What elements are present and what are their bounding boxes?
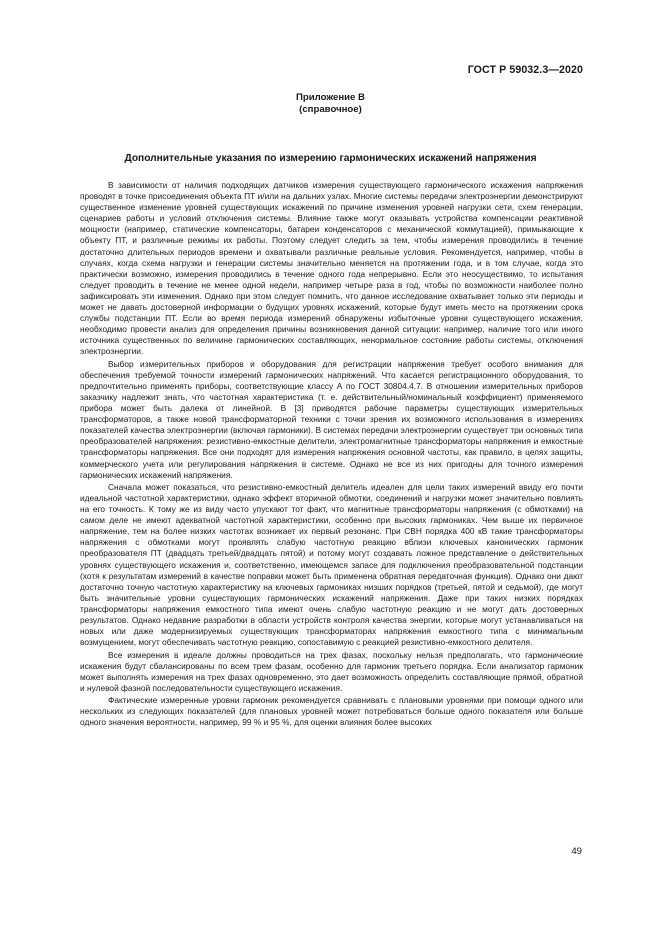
appendix-label: Приложение В [296, 92, 365, 103]
paragraph: Выбор измерительных приборов и оборудования для регистрации напряжения требует особого внимания для обеспечения требуемой точности измерений гармонических напряжений. Что касается регистрационного оборудования, то предпочтительно применять приборы, соответствующие классу А по ГОСТ 30804.4.7. В отношении измерительных приборов заказчику надлежит знать, что частотная характеристика (т. е. действительный/номинальный коэффициент) применяемого прибора может быть далека от линейной. В [3] приводятся рабочие параметры существующих измерительных трансформаторов, а также новой трансформаторной техники с точки зрения их возможного использования в измерениях показателей качества электроэнергии (включая гармоники). В системах передачи электроэнергии существует три основных типа преобразователей напряжения: резистивно-емкостные делители, электромагнитные трансформаторы напряжения и емкостные трансформаторы напряжения. Все они подходят для измерения напряжения основной частоты, как правило, в целях защиты, коммерческого учета или регулирования напряжения в системе. Однако не все из них пригодны для точного измерения гармонических искажений напряжения. [80, 358, 583, 480]
paragraph: Сначала может показаться, что резистивно-емкостный делитель идеален для цели таких измерений ввиду его почти идеальной частотной характеристики, однако эффект вторичной обмотки, соединений и нагрузки может значительно повлиять на его точность. К тому же из виду часто упускают тот факт, что магнитные трансформаторы напряжения (с обмотками) на самом деле не имеют адекватной частотной характеристики, особенно при высоких гармониках. Чем выше их первичное напряжение, тем на более низких частотах возникает их первый резонанс. При СВН порядка 400 кВ такие трансформаторы напряжения с обмотками могут проявлять слабую частотную реакцию вблизи ключевых канонических гармоник преобразователя ПТ (двадцать третьей/двадцать пятой) и потому могут создавать ложное представление о действительных уровнях существующего искажения и, соответственно, имеющемся запасе для подключения преобразовательной подстанции (хотя к результатам измерений в качестве поправки может быть применена обратная передаточная функция). Однако они дают достаточно точную частотную характеристику на ключевых гармониках низших порядков (третьей, пятой и седьмой), где могут быть значительные уровни существующих гармонических искажений напряжения. Даже при таких низких порядках трансформаторы напряжения емкостного типа имеют очень слабую частотную реакцию и не могут дать достоверных результатов. Однако недавние разработки в области устройств контроля качества энергии, которые могут устанавливаться на новых или даже модернизируемых существующих трансформаторах напряжения емкостного типа с минимальным возмущением, могут обеспечивать частотную реакцию, сопоставимую с реакцией резистивно-емкостного делителя. [80, 481, 583, 648]
paragraph: Все измерения в идеале должны проводиться на трех фазах, поскольку нельзя предполагать, что гармонические искажения будут сбалансированы по всем трем фазам, особенно для гармоник третьего порядка. Если анализатор гармоник может выполнять измерения на трех фазах одновременно, это дает возможность определить составляющие прямой, обратной и нулевой фазной последовательности существующего искажения. [80, 649, 583, 693]
paragraph: В зависимости от наличия подходящих датчиков измерения существующего гармонического искажения напряжения проводят в точке присоединения объекта ПТ и/или на дальних узлах. Многие системы передачи электроэнергии демонстрируют существенное изменение уровней существующих искажений по причине изменения уровней нагрузки сети, схем генерации, сценариев работы и условий отключения системы. Влияние также могут оказывать устройства компенсации реактивной мощности (например, статические компенсаторы, батареи конденсаторов с механической коммутацией), примыкающие к объекту ПТ, и различные режимы их работы. Поэтому следует следить за тем, чтобы измерения проводились в течение достаточно длительных периодов времени и охватывали различные реальные условия. Рекомендуется, например, чтобы в случаях, когда схема нагрузки и генерации системы значительно меняется на протяжении года, и в том случае, когда это практически возможно, измерения проводились в течение одного года непрерывно. Если это неосуществимо, то испытания следует проводить в течение не менее одной недели, например четыре раза в год, чтобы по возможности наиболее полно зафиксировать эти изменения. Однако при этом следует помнить, что данное исследование охватывает только эти периоды и может не давать достоверной информации о будущих уровнях искажений, которые будут иметь место на протяжении срока службы подстанции ПТ. Если во время периода измерений обнаружены избыточные уровни существующего искажения, необходимо провести анализ для определения причины возникновения данной ситуации: например, наличие того или иного источника существенных по величине гармонических составляющих, ненормальное состояние работы системы, отключения электроэнергии. [80, 180, 583, 357]
paragraph: Фактические измеренные уровни гармоник рекомендуется сравнивать с плановыми уровнями при помощи одного или нескольких из следующих показателей (для плановых уровней может потребоваться больше одного показателя или больше одного значения вероятности, например, 99 % и 95 %, для оценки влияния более высоких [80, 695, 583, 728]
section-title: Дополнительные указания по измерению гармонических искажений напряжения [124, 153, 537, 164]
appendix-status: (справочное) [299, 104, 362, 115]
page-number: 49 [571, 846, 582, 857]
standard-number: ГОСТ Р 59032.3—2020 [467, 64, 583, 76]
body-text [80, 180, 583, 730]
appendix-heading [0, 92, 661, 116]
